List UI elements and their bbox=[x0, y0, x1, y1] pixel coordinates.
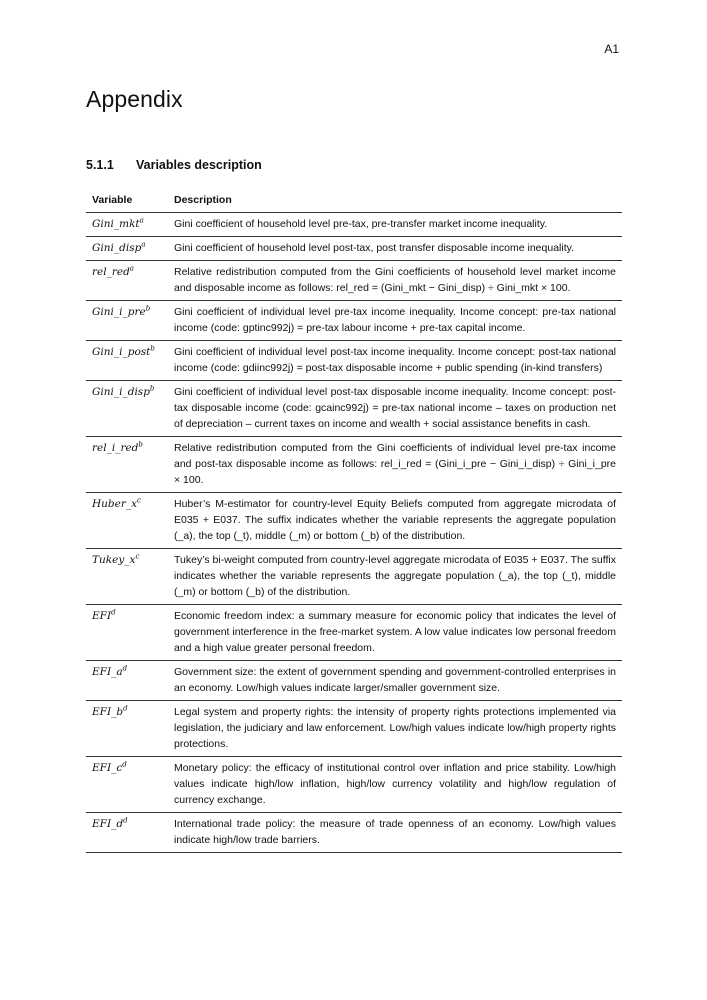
table-row bbox=[86, 661, 622, 701]
variable-name: EFI_d bbox=[92, 818, 124, 830]
variable-name: EFI_c bbox=[92, 762, 123, 774]
variable-cell bbox=[86, 381, 168, 437]
table-row bbox=[86, 301, 622, 341]
variable-cell bbox=[86, 261, 168, 301]
source-note: d bbox=[111, 608, 116, 617]
table-row bbox=[86, 213, 622, 237]
table-row bbox=[86, 261, 622, 301]
variable-description: Legal system and property rights: the intensity of property rights protections implemented via legislation, the judiciary and law enforcement. Low/high values indicate low/high property rights protections. bbox=[168, 701, 622, 757]
variable-name: EFI_a bbox=[92, 666, 123, 678]
source-note: b bbox=[150, 344, 155, 353]
source-note: b bbox=[149, 384, 155, 393]
section-number: 5.1.1 bbox=[86, 158, 114, 172]
variable-name: EFI_b bbox=[92, 706, 124, 718]
variable-name: Gini_i_post bbox=[92, 346, 151, 358]
variable-cell bbox=[86, 437, 168, 493]
variable-description: Gini coefficient of individual level post-tax income inequality. Income concept: post-tax national income (code: gdiinc992j) = post-tax disposable income + public spending (in-kind transfers) bbox=[168, 341, 622, 381]
source-note: d bbox=[123, 816, 128, 825]
variable-description: Tukey’s bi-weight computed from country-level aggregate microdata of E035 + E037. The suffix indicates whether the variable represents the aggregate population (_a), the top (_t), middle (_m) or bottom (_b) of the distribution. bbox=[168, 549, 622, 605]
variable-description: Gini coefficient of individual level pre-tax income inequality. Income concept: pre-tax national income (code: gptinc992j) = pre-tax labour income + pre-tax capital income. bbox=[168, 301, 622, 341]
source-note: a bbox=[139, 216, 144, 225]
variable-description: Economic freedom index: a summary measure for economic policy that indicates the level of government interference in the free-market system. A low value indicates low personal freedom and a high value greater personal freedom. bbox=[168, 605, 622, 661]
source-note: c bbox=[137, 496, 141, 505]
variable-description: Gini coefficient of individual level post-tax disposable income inequality. Income concept: post-tax disposable income (code: gcainc992j) = pre-tax national income – taxes on production net of depreciation – current taxes on income and wealth + social assistance benefits in cash. bbox=[168, 381, 622, 437]
section-heading bbox=[86, 158, 262, 172]
source-note: a bbox=[129, 264, 134, 273]
variable-description: Monetary policy: the efficacy of institutional control over inflation and price stability. Low/high values indicate high/low inflation, high/low currency volatility and high/low regulation of currency exchange. bbox=[168, 757, 622, 813]
variable-description: Relative redistribution computed from the Gini coefficients of individual level pre-tax income and post-tax disposable income as follows: rel_i_red = (Gini_i_pre − Gini_i_disp) ÷ Gini_i_pre × 100. bbox=[168, 437, 622, 493]
table-header-row bbox=[86, 189, 622, 213]
table-body bbox=[86, 213, 622, 853]
variable-name: Gini_mkt bbox=[92, 218, 140, 230]
variable-cell bbox=[86, 301, 168, 341]
variable-description: Huber’s M-estimator for country-level Equity Beliefs computed from aggregate microdata of E035 + E037. The suffix indicates whether the variable represents the aggregate population (_a), the top (_t), middle (_m) or bottom (_b) of the distribution. bbox=[168, 493, 622, 549]
variable-cell bbox=[86, 813, 168, 853]
table-row bbox=[86, 757, 622, 813]
table-row bbox=[86, 493, 622, 549]
source-note: b bbox=[145, 304, 151, 313]
variable-name: Gini_disp bbox=[92, 242, 142, 254]
variable-name: rel_red bbox=[92, 266, 130, 278]
variable-cell bbox=[86, 237, 168, 261]
variable-name: Huber_x bbox=[92, 498, 138, 510]
variable-description: International trade policy: the measure of trade openness of an economy. Low/high values indicate high/low trade barriers. bbox=[168, 813, 622, 853]
variable-cell bbox=[86, 213, 168, 237]
variable-description: Gini coefficient of household level post-tax, post transfer disposable income inequality. bbox=[168, 237, 622, 261]
source-note: d bbox=[122, 760, 127, 769]
header-description: Description bbox=[168, 189, 622, 213]
variables-table bbox=[86, 189, 622, 853]
variable-cell bbox=[86, 493, 168, 549]
variable-name: Gini_i_pre bbox=[92, 306, 146, 318]
variable-description: Relative redistribution computed from the Gini coefficients of household level market income and disposable income as follows: rel_red = (Gini_mkt − Gini_disp) ÷ Gini_mkt × 100. bbox=[168, 261, 622, 301]
variable-name: Tukey_x bbox=[92, 554, 136, 566]
source-note: a bbox=[141, 240, 146, 249]
table-row bbox=[86, 605, 622, 661]
variable-name: EFI bbox=[92, 610, 112, 622]
variable-cell bbox=[86, 549, 168, 605]
page-number: A1 bbox=[604, 42, 619, 56]
table-row bbox=[86, 701, 622, 757]
variable-cell bbox=[86, 757, 168, 813]
page-title: Appendix bbox=[86, 86, 183, 112]
table-row bbox=[86, 813, 622, 853]
source-note: d bbox=[122, 664, 128, 673]
table-row bbox=[86, 549, 622, 605]
header-variable: Variable bbox=[86, 189, 168, 213]
variable-cell bbox=[86, 661, 168, 701]
variable-name: Gini_i_disp bbox=[92, 386, 150, 398]
variable-cell bbox=[86, 605, 168, 661]
section-title: Variables description bbox=[136, 158, 262, 172]
variable-description: Government size: the extent of government spending and government-controlled enterprises in an economy. Low/high values indicate larger/smaller government size. bbox=[168, 661, 622, 701]
table-row bbox=[86, 437, 622, 493]
source-note: d bbox=[123, 704, 128, 713]
variable-cell bbox=[86, 341, 168, 381]
table-row bbox=[86, 237, 622, 261]
source-note: b bbox=[138, 440, 143, 449]
variable-name: rel_i_red bbox=[92, 442, 139, 454]
table-row bbox=[86, 341, 622, 381]
table-row bbox=[86, 381, 622, 437]
source-note: c bbox=[135, 552, 140, 561]
variable-cell bbox=[86, 701, 168, 757]
variable-description: Gini coefficient of household level pre-tax, pre-transfer market income inequality. bbox=[168, 213, 622, 237]
